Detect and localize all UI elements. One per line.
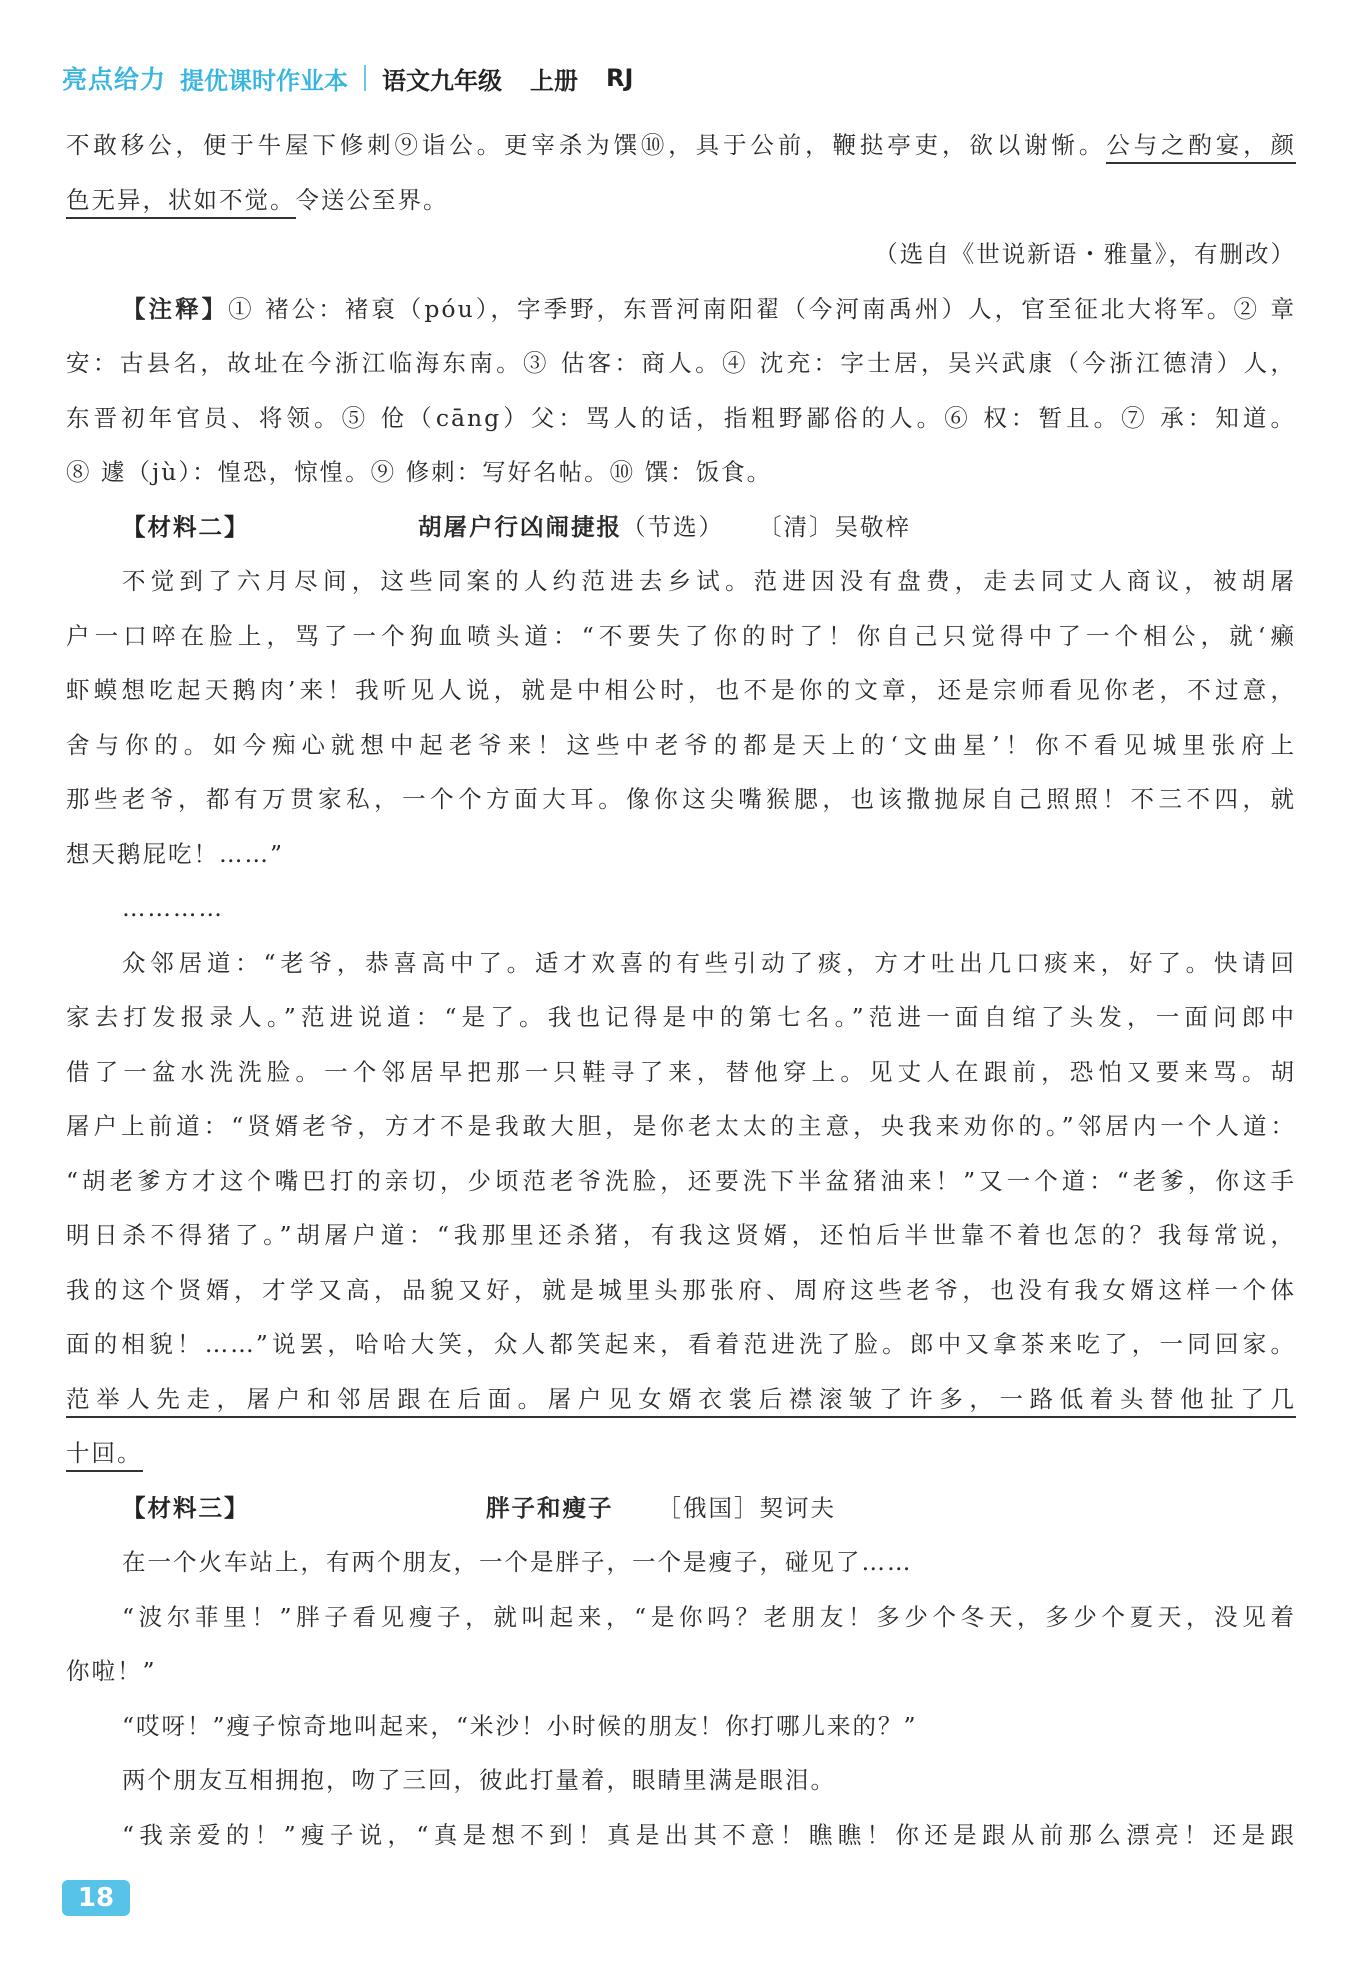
text-line: 我的这个贤婿，才学又高，品貌又好，就是城里头那张府、周府这些老爷，也没有我女婿这样一个体 [66,1275,1296,1304]
text-line: 面的相貌！……”说罢，哈哈大笑，众人都笑起来，看着范进洗了脸。郎中又拿茶来吃了，一同回家。 [66,1330,1296,1358]
notes-line: 【注释】① 褚公：褚裒（póu），字季野，东晋河南阳翟（今河南禹州）人，官至征北大将军。② 章 [122,294,1296,323]
material-label: 【材料二】 [122,512,250,541]
text-line: “波尔菲里！”胖子看见瘦子，就叫起来，“是你吗？老朋友！多少个冬天，多少个夏天，没见着 [122,1602,1296,1631]
text-line: 你啦！” [66,1657,157,1685]
material-heading [66,1481,1296,1536]
text-line: “胡老爹方才这个嘴巴打的亲切，少顷范老爷洗脸，还要洗下半盆猪油来！”又一个道：“老爹，你这手 [66,1166,1296,1195]
text-line: 不敢移公，便于牛屋下修刺⑨诣公。更宰杀为馔⑩，具于公前，鞭挞亭吏，欲以谢惭。公与之酌宴，颜 [66,118,1296,173]
text-line: 户一口啐在脸上，骂了一个狗血喷头道：“不要失了你的时了！你自己只觉得中了一个相公，就‘癞 [66,621,1296,650]
text-line: 想天鹅屁吃！……” [66,839,285,868]
material-title: 胖子和瘦子 [486,1493,614,1522]
underlined-text: 范举人先走，屠户和邻居跟在后面。屠户见女婿衣裳后襟滚皱了许多，一路低着头替他扯了几 [66,1385,1296,1418]
text-line: “我亲爱的！”瘦子说，“真是想不到！真是出其不意！瞧瞧！你还是跟从前那么漂亮！还是跟 [122,1820,1296,1849]
page-header [62,58,1290,98]
page-content [66,118,1296,1862]
text-line: 舍与你的。如今痴心就想中起老爷来！这些中老爷的都是天上的‘文曲星’！你不看见城里张府上 [66,730,1296,759]
text-line: 屠户上前道：“贤婿老爷，方才不是我敢大胆，是你老太太的主意，央我来劝你的。”邻居内一个人道： [66,1112,1296,1140]
edition-label: RJ [606,64,634,92]
underlined-text: 色无异，状如不觉。 [66,186,296,219]
material-title: 胡屠户行凶闹捷报 [418,512,622,541]
underlined-text: 十回。 [66,1439,143,1472]
text-line [66,1372,1296,1427]
material-author: ［俄国］契诃夫 [657,1493,836,1522]
volume-label: 上册 [530,66,579,95]
underlined-text: 公与之酌宴，颜 [1106,131,1296,164]
ellipsis-line: ………… [122,894,224,922]
notes-line: 安：古县名，故址在今浙江临海东南。③ 估客：商人。④ 沈充：字士居，吴兴武康（今浙江德清）人， [66,349,1296,377]
material-subtitle: （节选） [622,512,724,541]
header-divider [364,65,366,91]
text-line: 众邻居道：“老爷，恭喜高中了。适才欢喜的有些引动了痰，方才吐出几口痰来，好了。快请回 [122,948,1296,977]
page-number: 18 [62,1880,130,1916]
notes-line: 东晋初年官员、将领。⑤ 伧（cāng）父：骂人的话，指粗野鄙俗的人。⑥ 权：暂且。⑦ 承：知道。 [66,403,1296,432]
text-line: “哎呀！”瘦子惊奇地叫起来，“米沙！小时候的朋友！你打哪儿来的？” [122,1711,918,1740]
text-line: 虾蟆想吃起天鹅肉’来！我听见人说，就是中相公时，也不是你的文章，还是宗师看见你老，不过意， [66,676,1296,704]
brand-logo: 亮点给力 [62,65,167,94]
text-line: 家去打发报录人。”范进说道：“是了。我也记得是中的第七名。”范进一面自绾了头发，一面问郎中 [66,1003,1296,1031]
notes-line: ⑧ 遽（jù）：惶恐，惊惶。⑨ 修刺：写好名帖。⑩ 馔：饭食。 [66,458,773,486]
series-title: 提优课时作业本 [180,66,349,95]
material-author: 〔清〕吴敬梓 [758,512,911,541]
source-citation: （选自《世说新语・雅量》，有删改） [874,240,1296,268]
text-line: 不觉到了六月尽间，这些同案的人约范进去乡试。范进因没有盘费，走去同丈人商议，被胡屠 [122,567,1296,595]
notes-label: 【注释】 [122,294,229,323]
text-line: 明日杀不得猪了。”胡屠户道：“我那里还杀猪，有我这贤婿，还怕后半世靠不着也怎的？我每常说， [66,1221,1296,1249]
text-line: 色无异，状如不觉。令送公至界。 [66,173,1296,228]
text-line: 那些老爷，都有万贯家私，一个个方面大耳。像你这尖嘴猴腮，也该撒抛尿自己照照！不三不四，就 [66,785,1296,813]
subject-grade: 语文九年级 [382,66,503,95]
text-line: 借了一盆水洗洗脸。一个邻居早把那一只鞋寻了来，替他穿上。见丈人在跟前，恐怕又要来骂。胡 [66,1057,1296,1086]
text-line [66,1426,1296,1481]
material-heading [66,500,1296,555]
material-label: 【材料三】 [122,1493,250,1522]
text-line: 在一个火车站上，有两个朋友，一个是胖子，一个是瘦子，碰见了…… [122,1548,913,1576]
text-line: 两个朋友互相拥抱，吻了三回，彼此打量着，眼睛里满是眼泪。 [122,1766,836,1794]
